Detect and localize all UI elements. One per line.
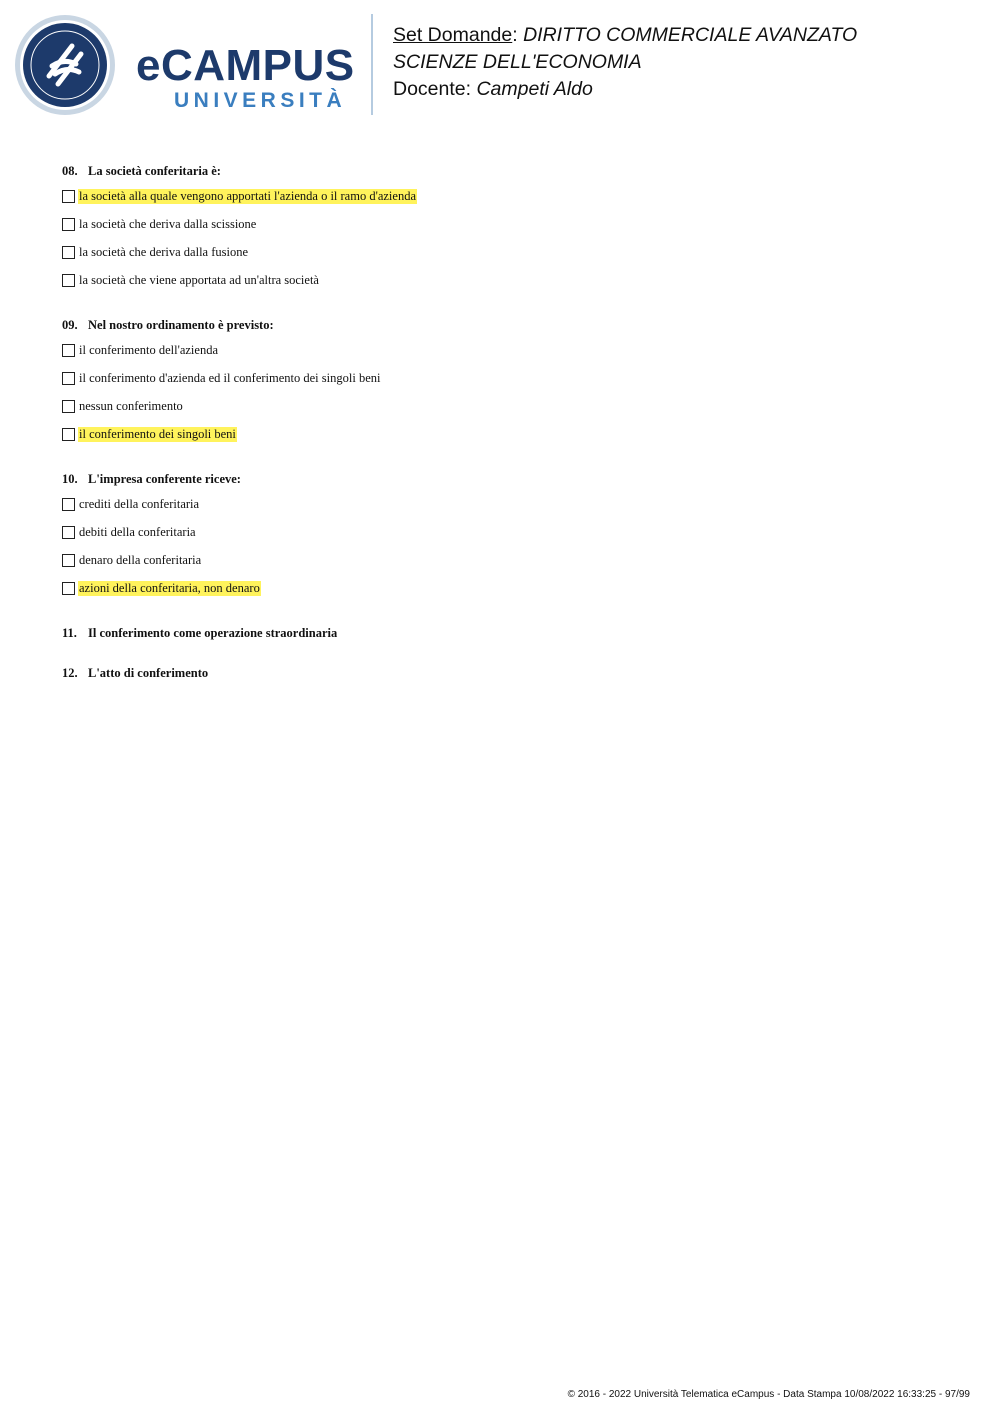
answer-option[interactable] [62, 217, 942, 245]
answer-checkbox[interactable] [62, 428, 75, 441]
ecampus-logo [14, 14, 359, 118]
university-seal-icon [14, 14, 116, 116]
answer-text: la società alla quale vengono apportati l'azienda o il ramo d'azienda [79, 189, 416, 203]
page-footer: © 2016 - 2022 Università Telematica eCampus - Data Stampa 10/08/2022 16:33:25 - 97/99 [567, 1389, 970, 1400]
course-line: Set Domande: DIRITTO COMMERCIALE AVANZATO [393, 24, 858, 46]
question-number: 12. [62, 666, 78, 680]
answer-option[interactable] [62, 245, 942, 273]
question-11 [62, 625, 942, 641]
teacher-name: Campeti Aldo [476, 78, 593, 100]
answer-checkbox[interactable] [62, 274, 75, 287]
question-10 [62, 471, 942, 609]
answer-text: il conferimento d'azienda ed il conferimento dei singoli beni [79, 371, 381, 385]
question-text: Il conferimento come operazione straordinaria [88, 626, 338, 640]
header-info [393, 22, 857, 103]
question-title [62, 163, 942, 179]
answer-text: azioni della conferitaria, non denaro [79, 581, 260, 595]
answer-checkbox[interactable] [62, 218, 75, 231]
answer-option[interactable] [62, 189, 942, 217]
question-text: L'impresa conferente riceve: [88, 472, 241, 486]
question-number: 08. [62, 164, 78, 178]
question-08 [62, 163, 942, 301]
answer-option[interactable] [62, 497, 942, 525]
answer-text: la società che deriva dalla fusione [79, 245, 249, 259]
course-title: DIRITTO COMMERCIALE AVANZATO [523, 24, 858, 46]
answer-text: denaro della conferitaria [79, 553, 202, 567]
answer-checkbox[interactable] [62, 400, 75, 413]
faculty-name: SCIENZE DELL'ECONOMIA [393, 51, 642, 73]
answer-option[interactable] [62, 273, 942, 301]
answer-option[interactable] [62, 553, 942, 581]
answer-checkbox[interactable] [62, 246, 75, 259]
question-list [62, 163, 942, 705]
answer-option[interactable] [62, 525, 942, 553]
faculty-line [393, 49, 857, 76]
answer-checkbox[interactable] [62, 190, 75, 203]
answer-checkbox[interactable] [62, 554, 75, 567]
set-label: Set Domande [393, 24, 513, 46]
answer-checkbox[interactable] [62, 526, 75, 539]
answer-checkbox[interactable] [62, 498, 75, 511]
answer-checkbox[interactable] [62, 344, 75, 357]
brand-name: eCAMPUS [136, 41, 355, 90]
question-number: 09. [62, 318, 78, 332]
question-12 [62, 665, 942, 681]
header-divider [371, 14, 373, 115]
question-title [62, 471, 942, 487]
answer-option[interactable] [62, 427, 942, 455]
question-title [62, 665, 942, 681]
question-09 [62, 317, 942, 455]
answer-checkbox[interactable] [62, 372, 75, 385]
answer-option[interactable] [62, 581, 942, 609]
question-number: 11. [62, 626, 77, 640]
answer-text: il conferimento dell'azienda [79, 343, 218, 357]
question-text: Nel nostro ordinamento è previsto: [88, 318, 274, 332]
question-text: L'atto di conferimento [88, 666, 209, 680]
answer-text: la società che viene apportata ad un'altra società [79, 273, 319, 287]
answer-text: debiti della conferitaria [79, 525, 196, 539]
answer-text: il conferimento dei singoli beni [79, 427, 236, 441]
question-number: 10. [62, 472, 78, 486]
brand-subtitle: UNIVERSITÀ [174, 89, 347, 112]
teacher-label: Docente: [393, 78, 477, 100]
answer-text: crediti della conferitaria [79, 497, 200, 511]
answer-option[interactable] [62, 343, 942, 371]
answer-option[interactable] [62, 399, 942, 427]
teacher-line [393, 76, 857, 103]
question-title [62, 317, 942, 333]
answer-text: nessun conferimento [79, 399, 183, 413]
answer-option[interactable] [62, 371, 942, 399]
answer-checkbox[interactable] [62, 582, 75, 595]
question-text: La società conferitaria è: [88, 164, 221, 178]
answer-text: la società che deriva dalla scissione [79, 217, 257, 231]
question-title [62, 625, 942, 641]
